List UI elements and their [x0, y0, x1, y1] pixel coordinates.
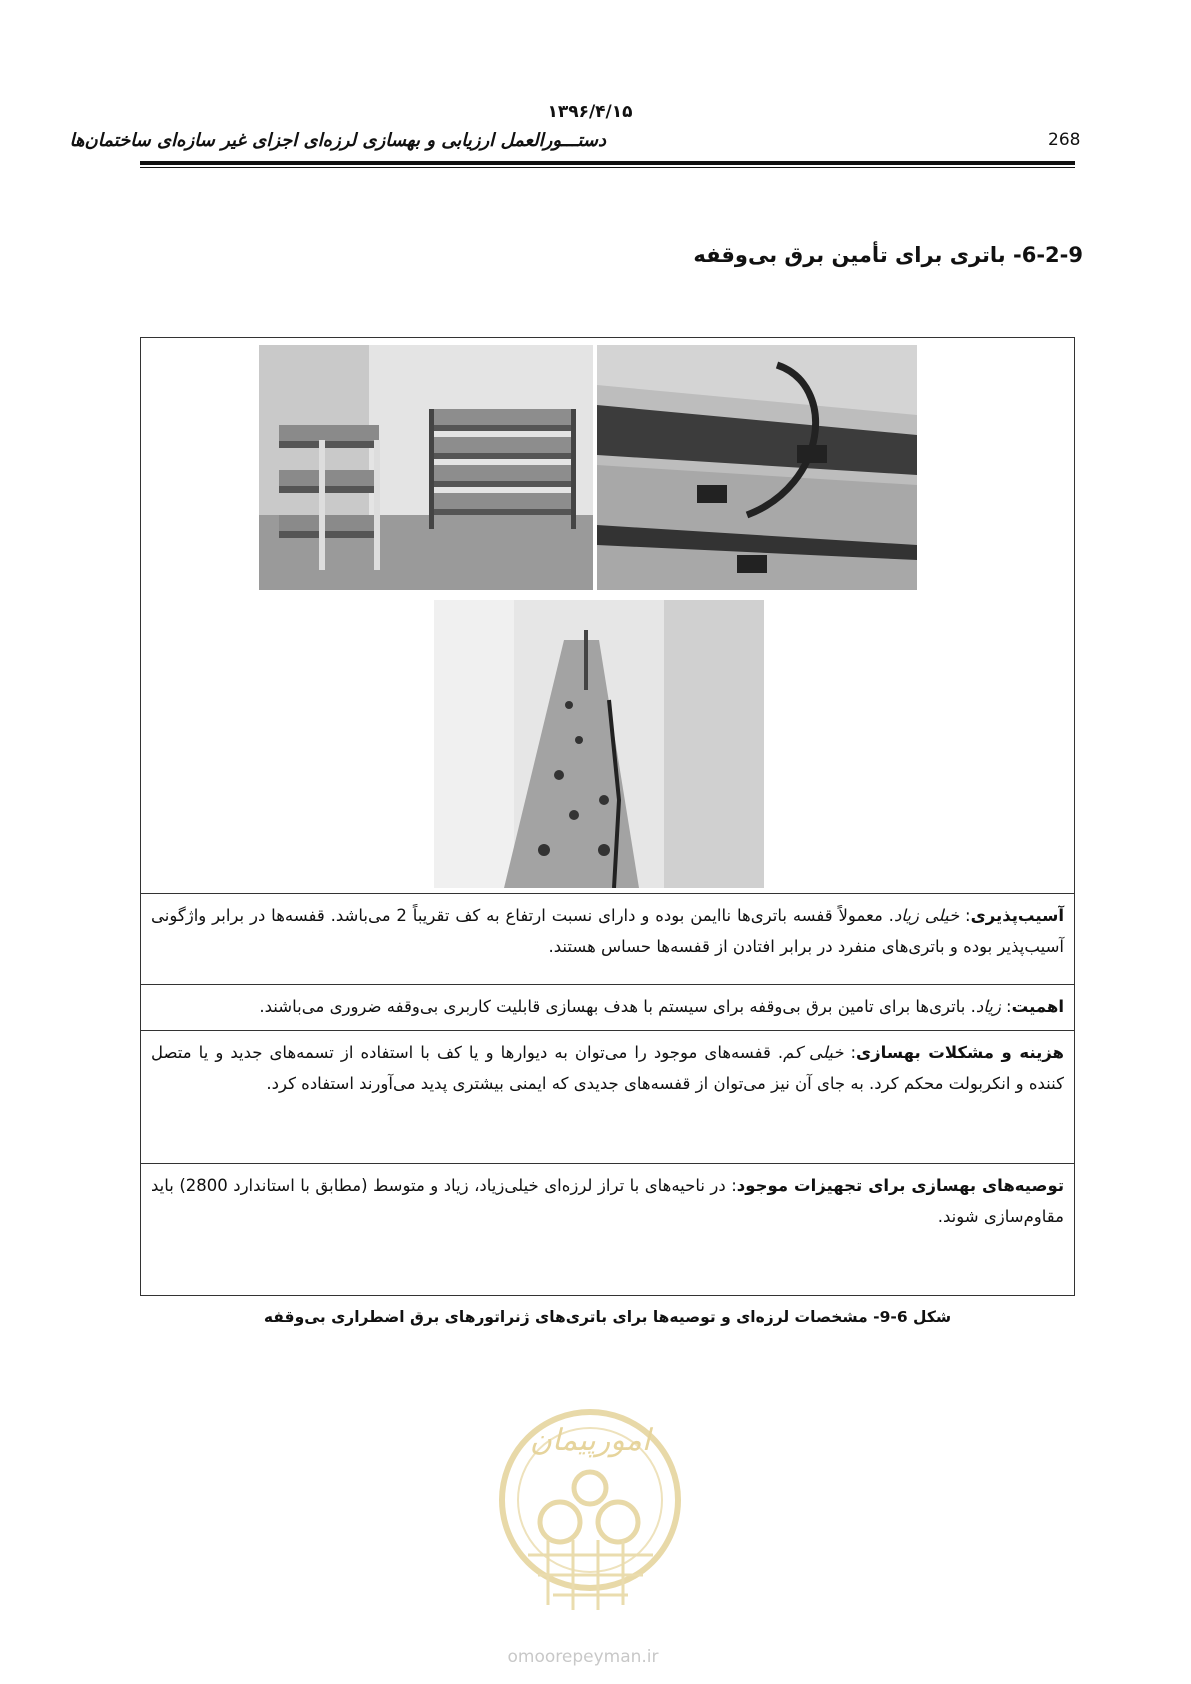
- watermark-site: omoorepeyman.ir: [507, 1647, 659, 1667]
- vulnerability-level: خیلی زیاد: [893, 906, 960, 925]
- photo-battery-room: [259, 345, 593, 590]
- header-date: ۱۳۹۶/۴/۱۵: [547, 102, 633, 122]
- photo-battery-closeup: [597, 345, 917, 590]
- importance-text: باتری‌ها برای تامین برق بی‌وقفه برای سیستم با هدف بهسازی قابلیت کاربری بی‌وقفه ضروری می‌باشند.: [259, 997, 966, 1016]
- header-title: دستـــورالعمل ارزیابی و بهسازی لرزه‌ای اجزای غیر سازه‌ای ساختمان‌ها: [69, 130, 606, 151]
- vulnerability-text: معمولاً قفسه باتری‌ها ناایمن بوده و دارای نسبت ارتفاع به کف تقریباً 2 می‌باشد. قفسه‌ها در برابر واژگونی آسیب‌پذیر بوده و باتری‌های منفرد در برابر افتادن از قفسه‌ها حساس هستند.: [151, 906, 1064, 956]
- photo-battery-row: [434, 600, 764, 888]
- importance-level: زیاد: [975, 997, 1001, 1016]
- recommendations-label: توصیه‌های بهسازی برای تجهیزات موجود: [736, 1176, 1065, 1195]
- recommendations-text: در ناحیه‌های با تراز لرزه‌ای خیلی‌زیاد، زیاد و متوسط (مطابق با استاندارد 2800) باید مقاوم‌سازی شوند.: [151, 1176, 1064, 1226]
- page-number: 268: [1048, 130, 1081, 150]
- photo-area: [141, 338, 1074, 893]
- figure-caption: شکل 6-9- مشخصات لرزه‌ای و توصیه‌ها برای باتری‌های ژنراتورهای برق اضطراری بی‌وقفه: [263, 1308, 952, 1326]
- watermark-logo-text: امورپیمان: [529, 1423, 651, 1458]
- cost-level: خیلی کم: [783, 1043, 844, 1062]
- row-cost: هزینه و مشکلات بهسازی: خیلی کم. قفسه‌های موجود را می‌توان به دیوارها و یا کف با استفاده از تسمه‌های جدید و یا متصل کننده و انکربولت محکم کرد. به جای آن نیز می‌توان از قفسه‌های جدیدی که ایمنی بیشتری پدید می‌آورند استفاده کرد.: [141, 1030, 1074, 1163]
- row-importance: اهمیت: زیاد. باتری‌ها برای تامین برق بی‌وقفه برای سیستم با هدف بهسازی قابلیت کاربری بی‌وقفه ضروری می‌باشند.: [141, 984, 1074, 1030]
- section-heading: 6-2-9- باتری برای تأمین برق بی‌وقفه: [693, 243, 1083, 267]
- row-vulnerability: آسیب‌پذیری: خیلی زیاد. معمولاً قفسه باتری‌ها ناایمن بوده و دارای نسبت ارتفاع به کف تقریباً 2 می‌باشد. قفسه‌ها در برابر واژگونی آسیب‌پذیر بوده و باتری‌های منفرد در برابر افتادن از قفسه‌ها حساس هستند.: [141, 893, 1074, 984]
- figure-table: [140, 337, 1075, 1296]
- header-rule-thick: [140, 161, 1075, 165]
- watermark-logo: [478, 1380, 708, 1670]
- vulnerability-label: آسیب‌پذیری: [970, 906, 1065, 925]
- cost-label: هزینه و مشکلات بهسازی: [856, 1043, 1064, 1062]
- header-rule-thin: [140, 167, 1075, 168]
- importance-label: اهمیت: [1011, 997, 1064, 1016]
- row-recommendations: توصیه‌های بهسازی برای تجهیزات موجود: در ناحیه‌های با تراز لرزه‌ای خیلی‌زیاد، زیاد و متوسط (مطابق با استاندارد 2800) باید مقاوم‌سازی شوند.: [141, 1163, 1074, 1295]
- cost-text: قفسه‌های موجود را می‌توان به دیوارها و یا کف با استفاده از تسمه‌های جدید و یا متصل کننده و انکربولت محکم کرد. به جای آن نیز می‌توان از قفسه‌های جدیدی که ایمنی بیشتری پدید می‌آورند استفاده کرد.: [151, 1043, 1064, 1093]
